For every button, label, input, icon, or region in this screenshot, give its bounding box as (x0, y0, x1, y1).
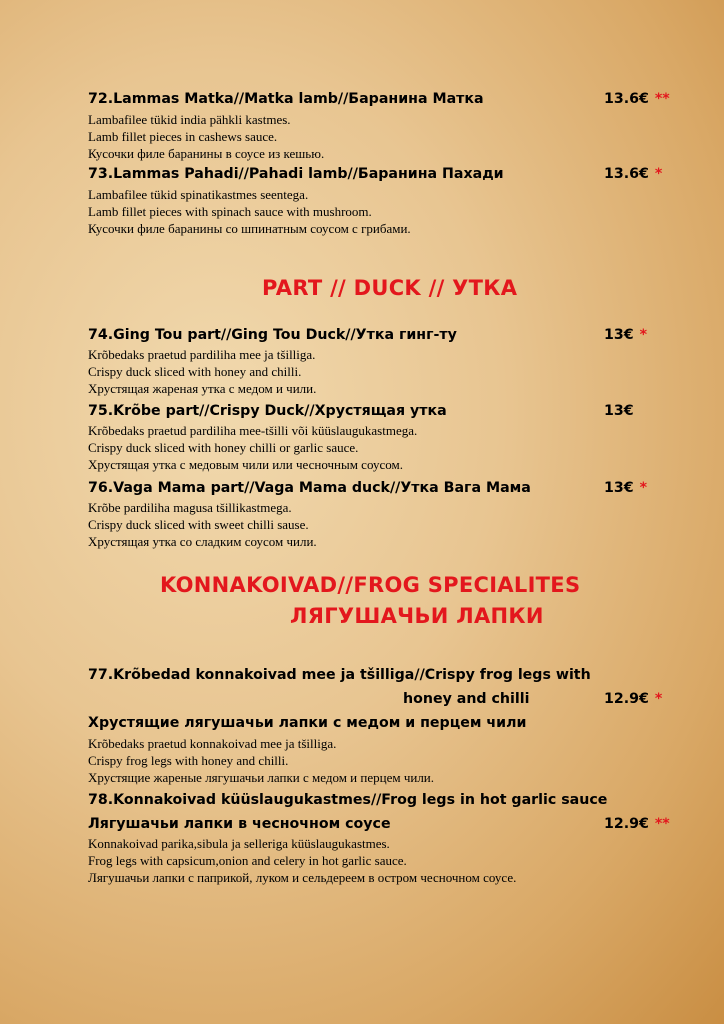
price-value: 13€ (604, 327, 634, 343)
spicy-stars: * (654, 691, 663, 707)
dish-description (88, 499, 317, 550)
price-value: 13€ (604, 403, 634, 419)
desc-russian: Кусочки филе баранины в соусе из кешью. (88, 146, 325, 161)
dish-name-russian: Хрустящие лягушачьи лапки с медом и перцем чили (88, 715, 527, 731)
dish-price (604, 403, 640, 419)
desc-english: Lamb fillet pieces with spinach sauce with mushroom. (88, 204, 372, 219)
dish-name-russian: Лягушачьи лапки в чесночном соусе (88, 816, 391, 832)
desc-estonian: Krõbe pardiliha magusa tšillikastmega. (88, 500, 292, 515)
desc-estonian: Krõbedaks praetud pardiliha mee ja tšilliga. (88, 347, 316, 362)
price-value: 13.6€ (604, 91, 649, 107)
desc-russian: Хрустящая жареная утка с медом и чили. (88, 381, 317, 396)
desc-estonian: Lambafilee tükid india pähkli kastmes. (88, 112, 291, 127)
dish-price (604, 816, 670, 832)
desc-english: Lamb fillet pieces in cashews sauce. (88, 129, 278, 144)
desc-english: Crispy duck sliced with honey and chilli. (88, 364, 302, 379)
spicy-stars: * (639, 327, 648, 343)
dish-price (604, 91, 670, 107)
dish-name: 75.Krõbe part//Crispy Duck//Хрустящая утка (88, 403, 447, 419)
dish-name-continued: honey and chilli (403, 691, 530, 707)
spicy-stars: ** (654, 91, 670, 107)
desc-english: Crispy duck sliced with sweet chilli sause. (88, 517, 309, 532)
dish-description (88, 422, 417, 473)
dish-description (88, 111, 324, 162)
desc-estonian: Lambafilee tükid spinatikastmes seentega. (88, 187, 309, 202)
dish-description (88, 346, 316, 397)
dish-description (88, 735, 434, 786)
dish-price (604, 691, 662, 707)
spicy-stars: * (639, 480, 648, 496)
desc-english: Crispy frog legs with honey and chilli. (88, 753, 289, 768)
dish-price (604, 480, 647, 496)
desc-russian: Хрустящая утка с медовым чили или чесночным соусом. (88, 457, 403, 472)
price-value: 12.9€ (604, 816, 649, 832)
dish-name: 73.Lammas Pahadi//Pahadi lamb//Баранина Пахади (88, 166, 504, 182)
desc-english: Crispy duck sliced with honey chilli or garlic sauce. (88, 440, 359, 455)
spicy-stars: * (654, 166, 663, 182)
desc-english: Frog legs with capsicum,onion and celery in hot garlic sauce. (88, 853, 407, 868)
price-value: 13.6€ (604, 166, 649, 182)
spicy-stars: ** (654, 816, 670, 832)
desc-estonian: Krõbedaks praetud pardiliha mee-tšilli või küüslaugukastmega. (88, 423, 418, 438)
dish-name: 74.Ging Tou part//Ging Tou Duck//Утка гинг-ту (88, 327, 457, 343)
section-subtitle-frog: ЛЯГУШАЧЬИ ЛАПКИ (290, 604, 544, 628)
desc-estonian: Konnakoivad parika,sibula ja selleriga küüslaugukastmes. (88, 836, 390, 851)
desc-russian: Хрустящие жареные лягушачьи лапки с медом и перцем чили. (88, 770, 435, 785)
dish-description (88, 835, 516, 886)
dish-price (604, 327, 647, 343)
desc-russian: Хрустящая утка со сладким соусом чили. (88, 534, 317, 549)
dish-description (88, 186, 411, 237)
dish-name: 72.Lammas Matka//Matka lamb//Баранина Матка (88, 91, 484, 107)
desc-russian: Лягушачьи лапки с паприкой, луком и сельдереем в остром чесночном соусе. (88, 870, 517, 885)
desc-russian: Кусочки филе баранины со шпинатным соусом с грибами. (88, 221, 411, 236)
desc-estonian: Krõbedaks praetud konnakoivad mee ja tšilliga. (88, 736, 337, 751)
dish-name: 76.Vaga Mama part//Vaga Mama duck//Утка Вага Мама (88, 480, 531, 496)
section-title-frog: KONNAKOIVAD//FROG SPECIALITES (160, 573, 581, 597)
dish-name: 77.Krõbedad konnakoivad mee ja tšilliga//Crispy frog legs with (88, 667, 591, 683)
dish-price (604, 166, 662, 182)
section-title-duck: PART // DUCK // УТКА (262, 276, 518, 300)
dish-name: 78.Konnakoivad küüslaugukastmes//Frog legs in hot garlic sauce (88, 792, 608, 808)
price-value: 12.9€ (604, 691, 649, 707)
price-value: 13€ (604, 480, 634, 496)
